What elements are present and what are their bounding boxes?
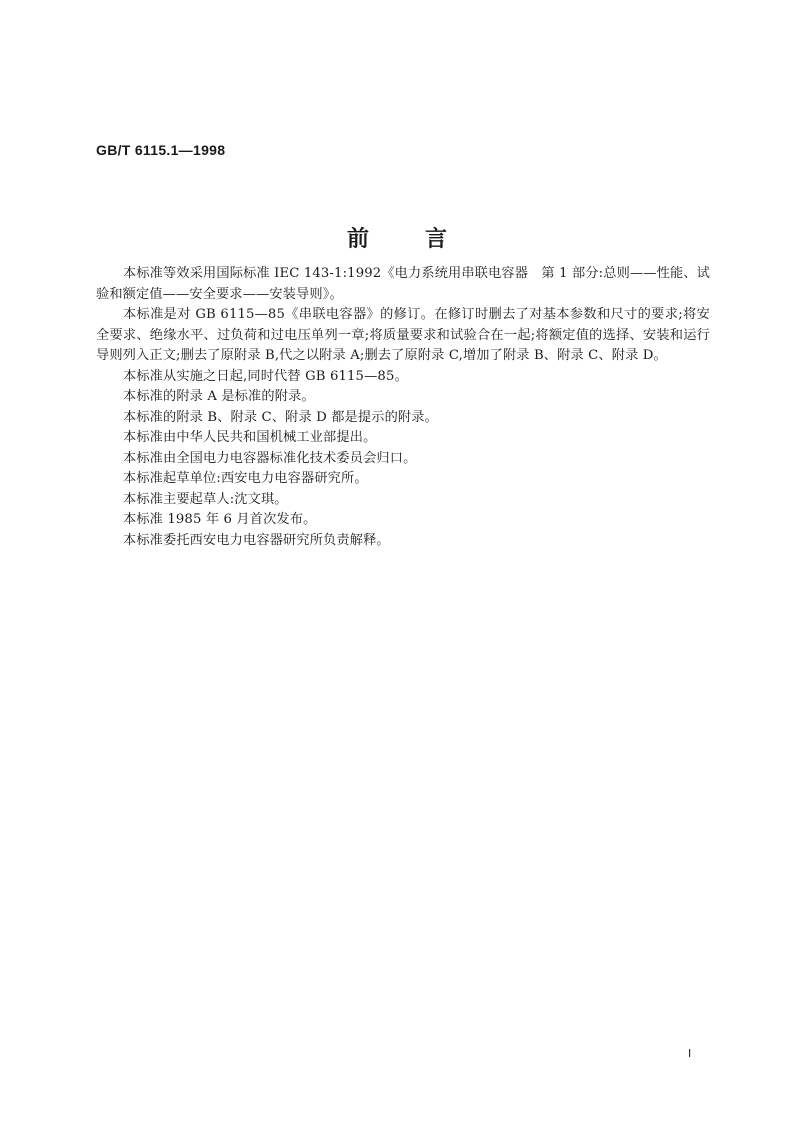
foreword-paragraph: 本标准主要起草人:沈文琪。 bbox=[123, 491, 288, 507]
foreword-paragraph: 本标准是对 GB 6115—85《串联电容器》的修订。在修订时删去了对基本参数和尺寸的要求;将安全要求、绝缘水平、过负荷和过电压单列一章;将质量要求和试验合在一起;将额定值的选择、安装和运行导则列入正文;删去了原附录 B,代之以附录 A;删去了原附录 C,增加了附录 B、附录 C、附录 D。 bbox=[96, 307, 710, 363]
foreword-paragraph: 本标准 1985 年 6 月首次发布。 bbox=[123, 512, 317, 527]
foreword-body bbox=[96, 264, 710, 551]
foreword-paragraph: 本标准等效采用国际标准 IEC 143-1:1992《电力系统用串联电容器 第 1 部分:总则——性能、试验和额定值——安全要求——安装导则》。 bbox=[96, 266, 710, 302]
page-number: I bbox=[688, 1047, 692, 1060]
foreword-paragraph: 本标准起草单位:西安电力电容器研究所。 bbox=[123, 471, 368, 486]
foreword-paragraph: 本标准由全国电力电容器标准化技术委员会归口。 bbox=[123, 450, 417, 466]
foreword-paragraph: 本标准委托西安电力电容器研究所负责解释。 bbox=[123, 532, 390, 548]
page-title: 前言 bbox=[346, 226, 503, 252]
foreword-paragraph: 本标准从实施之日起,同时代替 GB 6115—85。 bbox=[123, 368, 408, 384]
foreword-paragraph: 本标准的附录 A 是标准的附录。 bbox=[123, 389, 315, 404]
standard-code: GB/T 6115.1—1998 bbox=[96, 142, 226, 158]
foreword-paragraph: 本标准由中华人民共和国机械工业部提出。 bbox=[123, 430, 377, 445]
foreword-paragraph: 本标准的附录 B、附录 C、附录 D 都是提示的附录。 bbox=[123, 409, 438, 425]
